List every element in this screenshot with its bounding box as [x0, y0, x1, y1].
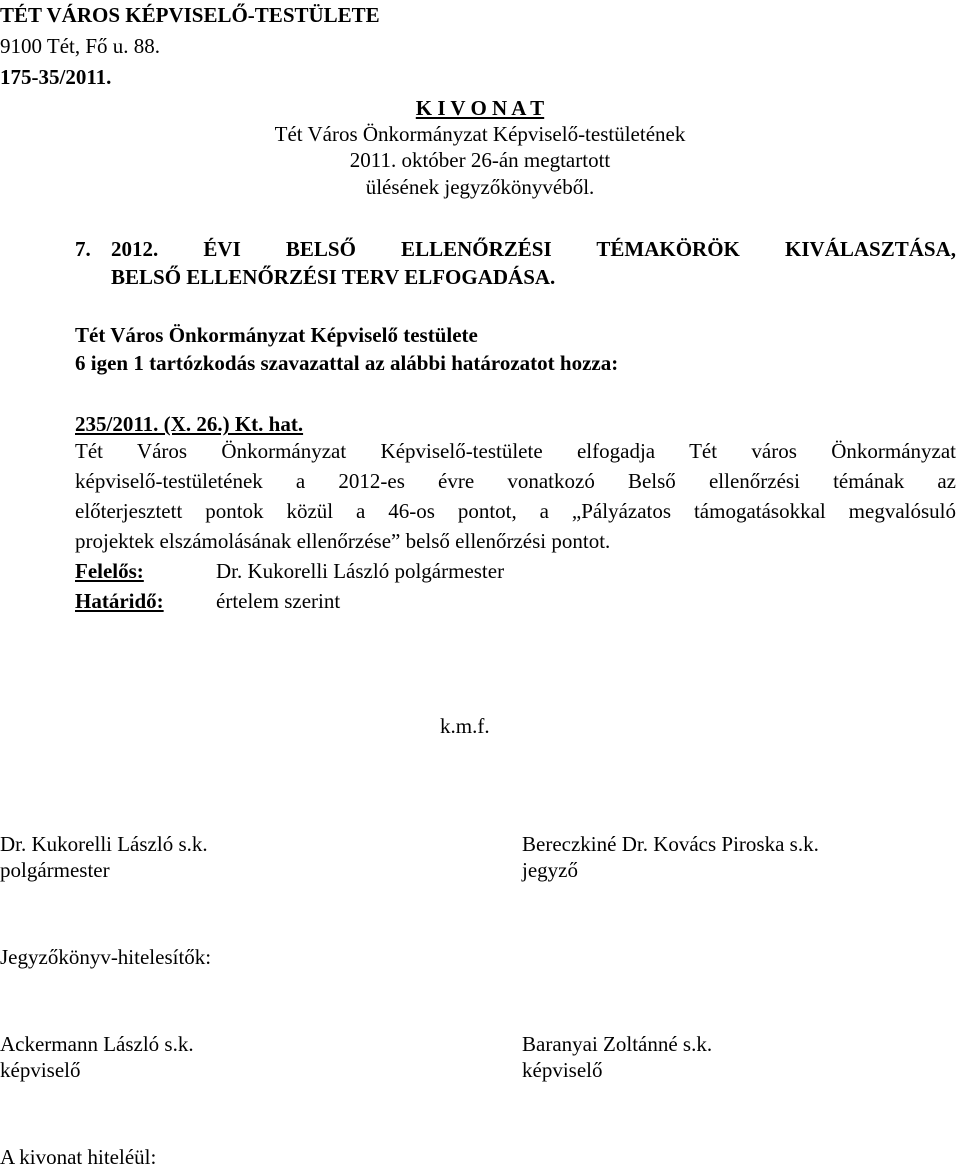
vote-line-2: 6 igen 1 tartózkodás szavazattal az alábbi határozatot hozza: — [75, 351, 619, 375]
topic-title-1: 2012. ÉVI BELSŐ ELLENŐRZÉSI TÉMAKÖRÖK KIVÁLASZTÁSA, — [111, 237, 956, 261]
notary-name: Bereczkiné Dr. Kovács Piroska s.k. — [522, 832, 819, 856]
title-line-3: ülésének jegyzőkönyvéből. — [365, 175, 595, 199]
resolution-body-line-3: előterjesztett pontok közül a 46-os pontot, a „Pályázatos támogatásokkal megvalósuló — [75, 499, 956, 523]
topic-line-2: BELSŐ ELLENŐRZÉSI TERV ELFOGADÁSA. — [111, 265, 556, 289]
resolution-body-line-4: projektek elszámolásának ellenőrzése” belső ellenőrzési pontot. — [75, 529, 611, 553]
topic-number: 7. — [75, 237, 91, 261]
topic-line-1 — [75, 236, 956, 262]
vote-line-1: Tét Város Önkormányzat Képviselő testülete — [75, 323, 478, 347]
resolution-id: 235/2011. (X. 26.) Kt. hat. — [75, 412, 304, 436]
resolution-body-line-2: képviselő-testületének a 2012-es évre vonatkozó Belső ellenőrzési témának az — [75, 469, 956, 493]
org-address: 9100 Tét, Fő u. 88. — [0, 34, 161, 58]
authenticator-right-title: képviselő — [522, 1058, 603, 1082]
responsible-value: Dr. Kukorelli László polgármester — [216, 559, 505, 583]
authenticator-left-name: Ackermann László s.k. — [0, 1032, 194, 1056]
mayor-name: Dr. Kukorelli László s.k. — [0, 832, 208, 856]
authenticator-right-name: Baranyai Zoltánné s.k. — [522, 1032, 713, 1056]
mayor-title: polgármester — [0, 858, 110, 882]
authenticators-label: Jegyzőkönyv-hitelesítők: — [0, 945, 212, 969]
title-line-1: Tét Város Önkormányzat Képviselő-testületének — [274, 122, 686, 146]
certification-label: A kivonat hiteléül: — [0, 1145, 157, 1169]
notary-title: jegyző — [522, 858, 578, 882]
document-heading: K I V O N A T — [415, 96, 545, 120]
kmf-mark: k.m.f. — [440, 714, 490, 738]
resolution-body-line-1: Tét Város Önkormányzat Képviselő-testülete elfogadja Tét város Önkormányzat — [75, 439, 956, 463]
authenticator-left-title: képviselő — [0, 1058, 81, 1082]
title-line-2: 2011. október 26-án megtartott — [349, 148, 611, 172]
deadline-value: értelem szerint — [216, 589, 341, 613]
responsible-label: Felelős: — [75, 559, 144, 583]
deadline-label: Határidő: — [75, 589, 164, 613]
org-name: TÉT VÁROS KÉPVISELŐ-TESTÜLETE — [0, 3, 380, 27]
reference-number: 175-35/2011. — [0, 65, 112, 89]
